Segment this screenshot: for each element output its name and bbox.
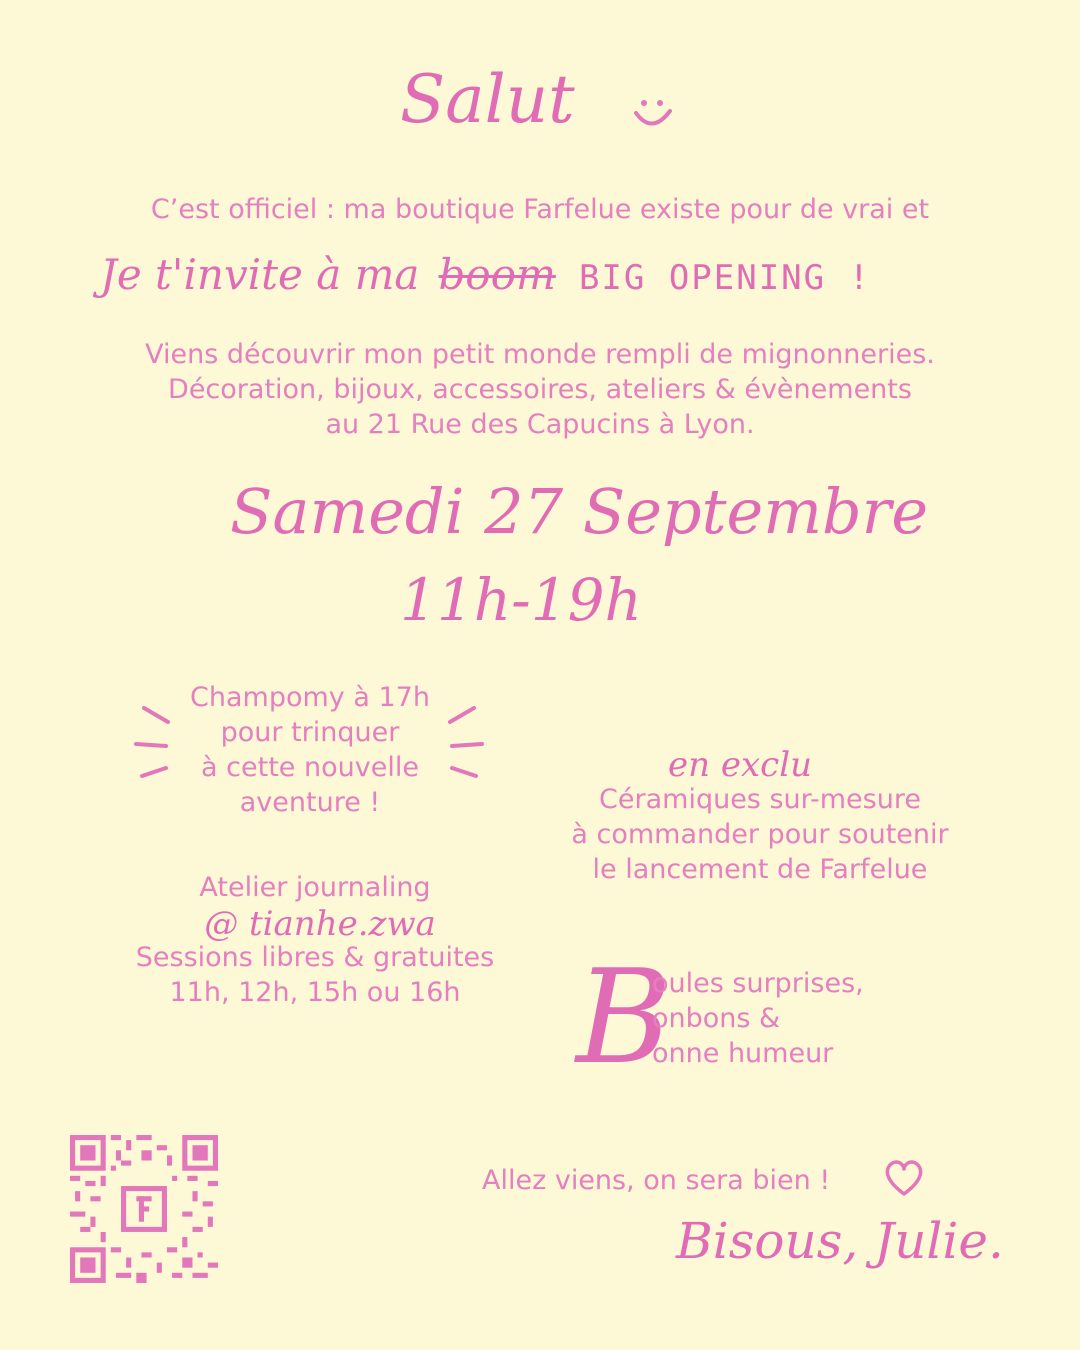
champomy-line: pour trinquer <box>220 717 400 748</box>
atelier-handle: @ tianhe.zwa <box>204 904 436 944</box>
champomy-block <box>150 680 470 820</box>
champomy-line: aventure ! <box>239 787 381 818</box>
invite-line <box>100 245 1000 305</box>
description <box>40 337 1040 442</box>
boules-line: onbons & <box>652 1003 781 1034</box>
champomy-line: à cette nouvelle <box>201 752 419 783</box>
champomy-line: Champomy à 17h <box>190 682 430 713</box>
exclu-block <box>520 782 1000 887</box>
sparkle-left-icon <box>132 700 182 780</box>
closing-text: Allez viens, on sera bien ! <box>482 1165 831 1196</box>
invite-prefix: Je t'invite à ma <box>100 250 420 299</box>
boules-line: onne humeur <box>652 1038 834 1069</box>
atelier-title: Atelier journaling <box>199 872 431 903</box>
exclu-line: le lancement de Farfelue <box>592 854 928 885</box>
signature: Bisous, Julie. <box>676 1212 1004 1270</box>
boules-block <box>652 966 992 1071</box>
description-line: Viens découvrir mon petit monde rempli de mignonneries. <box>145 339 935 370</box>
invite-highlight: BIG OPENING ! <box>578 258 872 298</box>
qr-code-icon <box>70 1135 218 1283</box>
sparkle-right-icon <box>438 700 488 780</box>
description-line: au 21 Rue des Capucins à Lyon. <box>325 409 755 440</box>
heart-icon <box>882 1158 926 1198</box>
smiley-icon <box>632 95 674 131</box>
event-hours: 11h-19h <box>400 566 642 634</box>
exclu-line: à commander pour soutenir <box>571 819 949 850</box>
atelier-line: 11h, 12h, 15h ou 16h <box>169 977 461 1008</box>
greeting-title: Salut <box>400 61 575 138</box>
exclu-tag: en exclu <box>668 745 812 785</box>
description-line: Décoration, bijoux, accessoires, ateliers & évènements <box>168 374 912 405</box>
boules-line: oules surprises, <box>652 968 864 999</box>
exclu-line: Céramiques sur-mesure <box>599 784 921 815</box>
atelier-line: Sessions libres & gratuites <box>135 942 495 973</box>
boules-initial: B <box>576 941 672 1093</box>
intro-line: C’est officiel : ma boutique Farfelue existe pour de vrai et <box>150 194 930 225</box>
event-date: Samedi 27 Septembre <box>230 475 929 548</box>
invite-struck-word: boom <box>438 250 556 299</box>
atelier-details <box>100 940 530 1010</box>
